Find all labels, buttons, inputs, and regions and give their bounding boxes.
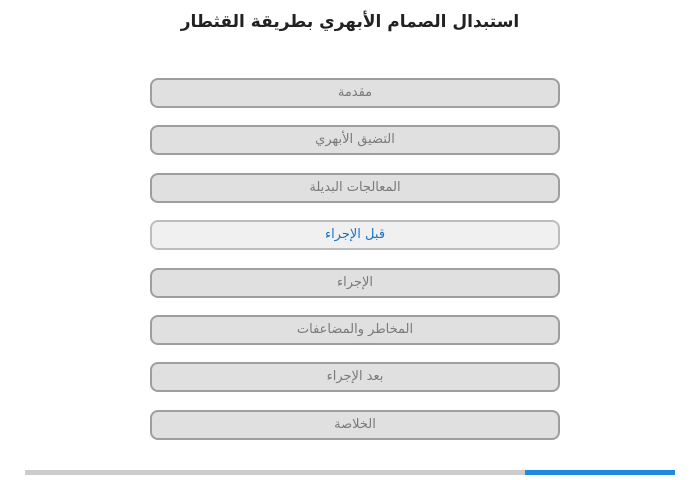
menu-item-aortic-stenosis[interactable]: التضيق الأبهري: [150, 125, 560, 155]
page-title: استبدال الصمام الأبهري بطريقة القثطار: [180, 12, 520, 32]
menu-item-risks-complications[interactable]: المخاطر والمضاعفات: [150, 315, 560, 345]
menu-item-introduction[interactable]: مقدمة: [150, 78, 560, 108]
progress-bar: [25, 470, 675, 475]
menu-item-summary[interactable]: الخلاصة: [150, 410, 560, 440]
menu-item-before-procedure[interactable]: قبل الإجراء: [150, 220, 560, 250]
chapter-menu: [150, 78, 560, 457]
progress-bar-fill: [525, 470, 675, 475]
menu-item-after-procedure[interactable]: بعد الإجراء: [150, 362, 560, 392]
menu-item-procedure[interactable]: الإجراء: [150, 268, 560, 298]
menu-item-alternative-treatments[interactable]: المعالجات البديلة: [150, 173, 560, 203]
